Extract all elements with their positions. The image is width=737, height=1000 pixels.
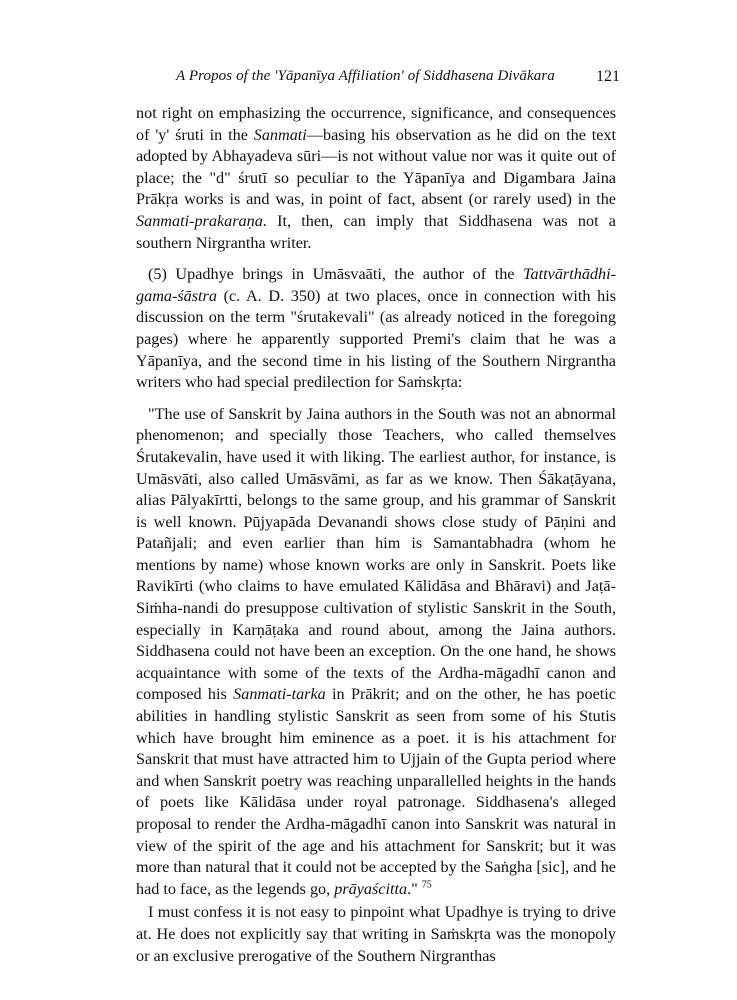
italic-term: prāyaścitta: [334, 879, 408, 898]
italic-title: Sanmati-tarka: [233, 685, 326, 704]
italic-title: Tattvārthādhi-gama-śāstra: [136, 265, 616, 305]
text-run: .": [407, 879, 418, 898]
paragraph-last: [136, 902, 616, 967]
text-run: not right on emphasizing the occurrence, significance, and consequences of 'y' śruti in the: [136, 104, 616, 144]
italic-title: Sanmati: [253, 125, 307, 144]
paragraph-5: [136, 264, 616, 394]
text-run: I must confess it is not easy to pinpoint what Upadhye is trying to drive at. He does not explicitly say that writing in Saṁskṛta was the monopoly or an exclusive prerogative of the Southern Nirgranthas: [136, 903, 616, 965]
text-run: (c. A. D. 350) at two places, once in connection with his discussion on the term "śrutakevali" (as already noticed in the foregoing pages) where he apparently supported Premi's claim that he was a Yāpanīya, and the second time in his listing of the Southern Nirgrantha writers who had special predilection for Saṁskṛta:: [136, 286, 616, 392]
text-run: "The use of Sanskrit by Jaina authors in the South was not an abnormal phenomenon; and specially those Teachers, who called themselves Śrutakevalin, have used it with liking. The earliest author, for instance, is Umāsvāti, also called Umāsvāmi, as far as we know. Then Śākaṭāyana, alias Pālyakīrtti, belongs to the same group, and his grammar of Sanskrit is well known. Pūjyapāda Devanandi shows close study of Pāṇini and Patañjali; and even earlier than him is Samantabhadra (whom he mentions by name) whose known works are only in Sanskrit. Poets like Ravikīrti (who claims to have emulated Kālidāsa and Bhāravi) and Jaṭā-Siṁha-nandi do presuppose cultivation of stylistic Sanskrit in the South, especially in Karṇāṭaka and round about, among the Jaina authors. Siddhasena could not have been an exception. On the one hand, he shows acquaintance with some of the texts of the Ardha-māgadhī canon and composed his: [136, 404, 616, 704]
body-text: [136, 103, 616, 967]
italic-title: Sanmati-prakaraṇa: [136, 211, 263, 230]
running-title: A Propos of the 'Yāpanīya Affiliation' of Siddhasena Divākara: [176, 68, 555, 84]
block-quotation: [136, 404, 616, 901]
page-number: 121: [596, 68, 620, 85]
text-run: (5) Upadhye brings in Umāsvaāti, the author of the: [148, 265, 524, 284]
paragraph-continuation: [136, 103, 616, 254]
text-run: . It, then, can imply that Siddhasena was not a southern Nirgrantha writer.: [136, 211, 616, 252]
footnote-reference[interactable]: 75: [421, 879, 432, 891]
running-header: [0, 68, 737, 92]
text-run: —basing his observation as he did on the text adopted by Abhayadeva sūri—is not without value nor was it quite out of place; the "d" śrutī so peculiar to the Yāpanīya and Digambara Jaina Prākṛa works is and was, in point of fact, absent (or rarely used) in the: [136, 125, 616, 209]
text-run: in Prākrit; and on the other, he has poetic abilities in handling stylistic Sanskrit as seen from some of his Stutis which have brought him eminence as a poet. it is his attachment for Sanskrit that must have attracted him to Ujjain of the Gupta period where and when Sanskrit poetry was reaching unparallelled heights in the hands of poets like Kālidāsa under royal patronage. Siddhasena's alleged proposal to render the Ardha-māgadhī canon into Sanskrit was natural in view of the spirit of the age and his attachment for Sanskrit; but it was more than natural that it could not be accepted by the Saṅgha [sic], and he had to face, as the legends go,: [136, 685, 616, 898]
